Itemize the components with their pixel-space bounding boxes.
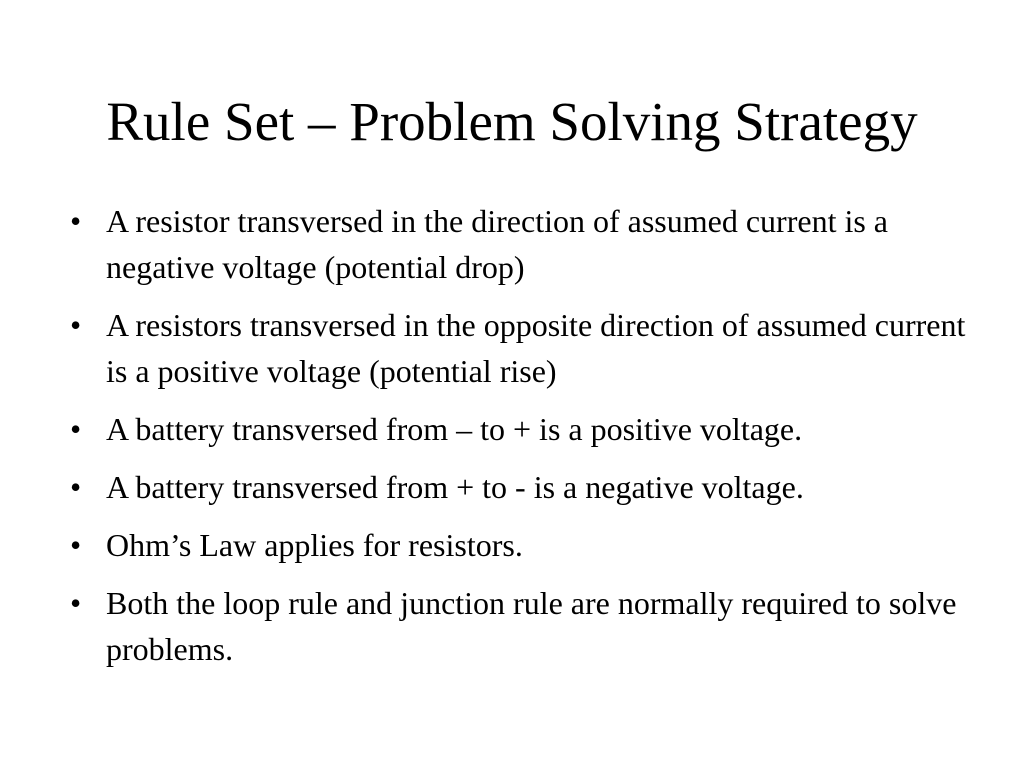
bullet-text: Ohm’s Law applies for resistors. (106, 527, 523, 563)
bullet-dot-icon: • (70, 585, 82, 621)
bullet-item (70, 406, 990, 452)
bullet-list (70, 198, 990, 684)
bullet-item (70, 580, 990, 672)
bullet-item (70, 198, 990, 290)
bullet-item (70, 464, 990, 510)
bullet-text: A resistors transversed in the opposite direction of assumed current is a positive voltage (potential rise) (106, 307, 966, 389)
bullet-dot-icon: • (70, 527, 82, 563)
bullet-dot-icon: • (70, 411, 82, 447)
bullet-dot-icon: • (70, 203, 82, 239)
bullet-text: A battery transversed from + to - is a negative voltage. (106, 469, 804, 505)
bullet-text: A resistor transversed in the direction of assumed current is a negative voltage (potential drop) (106, 203, 888, 285)
bullet-dot-icon: • (70, 469, 82, 505)
bullet-text: A battery transversed from – to + is a positive voltage. (106, 411, 803, 447)
bullet-item (70, 522, 990, 568)
bullet-text: Both the loop rule and junction rule are normally required to solve problems. (106, 585, 957, 667)
bullet-item (70, 302, 990, 394)
slide-title: Rule Set – Problem Solving Strategy (106, 91, 918, 152)
bullet-dot-icon: • (70, 307, 82, 343)
